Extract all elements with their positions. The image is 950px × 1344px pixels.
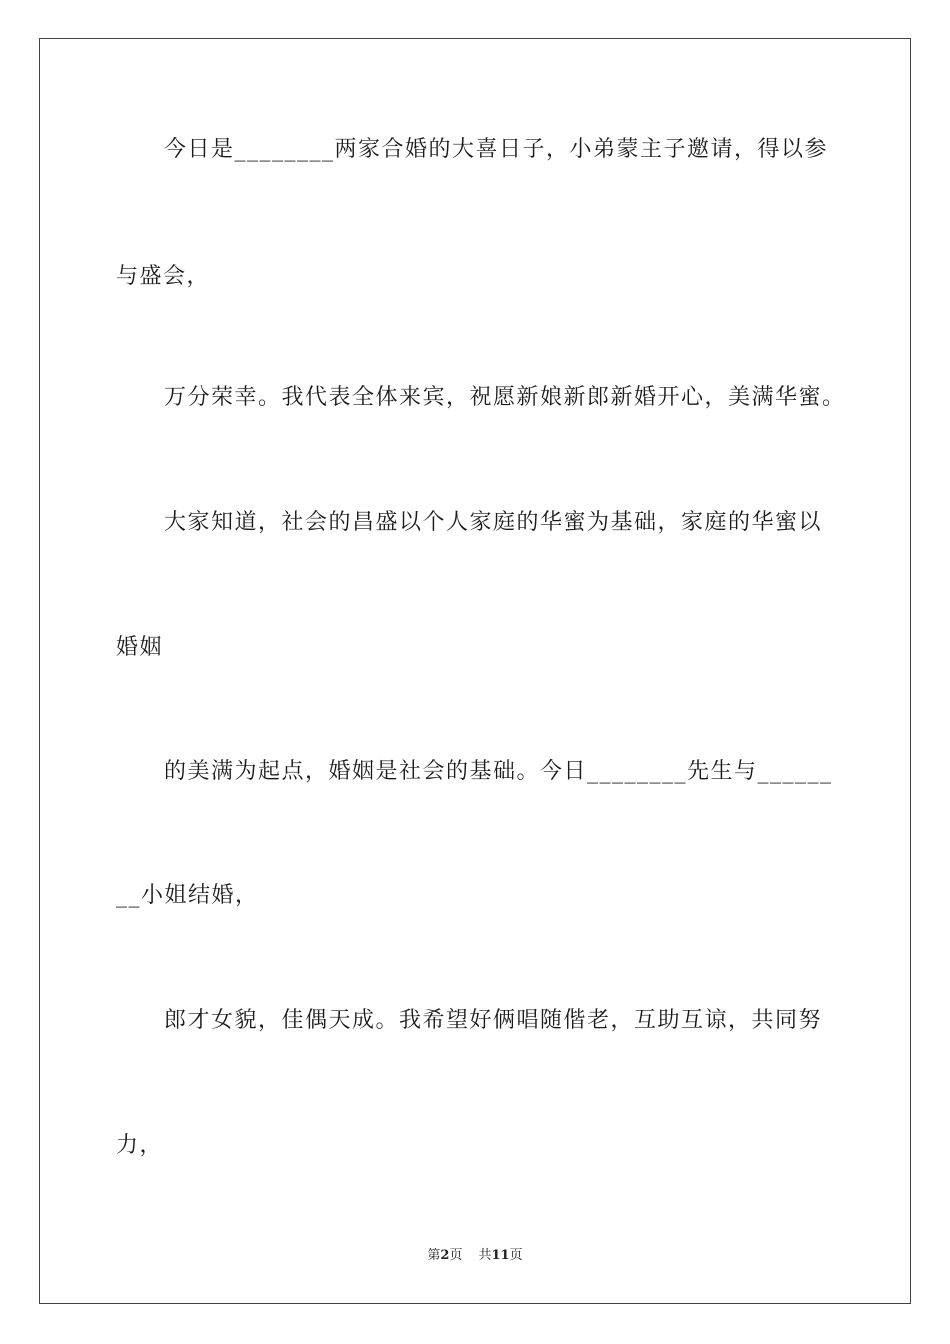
text-line-6: 的美满为起点，婚姻是社会的基础。今日________先生与______ (164, 759, 833, 784)
text-line-9: 力， (116, 1133, 164, 1158)
page-suffix: 页 (449, 1248, 463, 1263)
text-line-3: 万分荣幸。我代表全体来宾，祝愿新娘新郎新婚开心，美满华蜜。 (164, 385, 846, 410)
total-pages: 11 (491, 1248, 510, 1263)
text-line-8: 郎才女貌，佳偶天成。我希望好俩唱随偕老，互助互谅，共同努 (164, 1008, 823, 1033)
text-line-2: 与盛会， (116, 264, 211, 289)
page-number: 2 (440, 1248, 450, 1263)
total-prefix: 共 (478, 1248, 492, 1263)
text-line-7: __小姐结婚， (116, 883, 259, 908)
text-line-4: 大家知道，社会的昌盛以个人家庭的华蜜为基础，家庭的华蜜以 (164, 510, 823, 535)
page-prefix: 第 (427, 1248, 441, 1263)
page-footer (0, 1246, 950, 1266)
text-line-1: 今日是________两家合婚的大喜日子，小弟蒙主子邀请，得以参 (164, 137, 829, 162)
total-suffix: 页 (509, 1248, 523, 1263)
text-line-5: 婚姻 (116, 635, 164, 660)
page-frame (39, 38, 911, 1304)
